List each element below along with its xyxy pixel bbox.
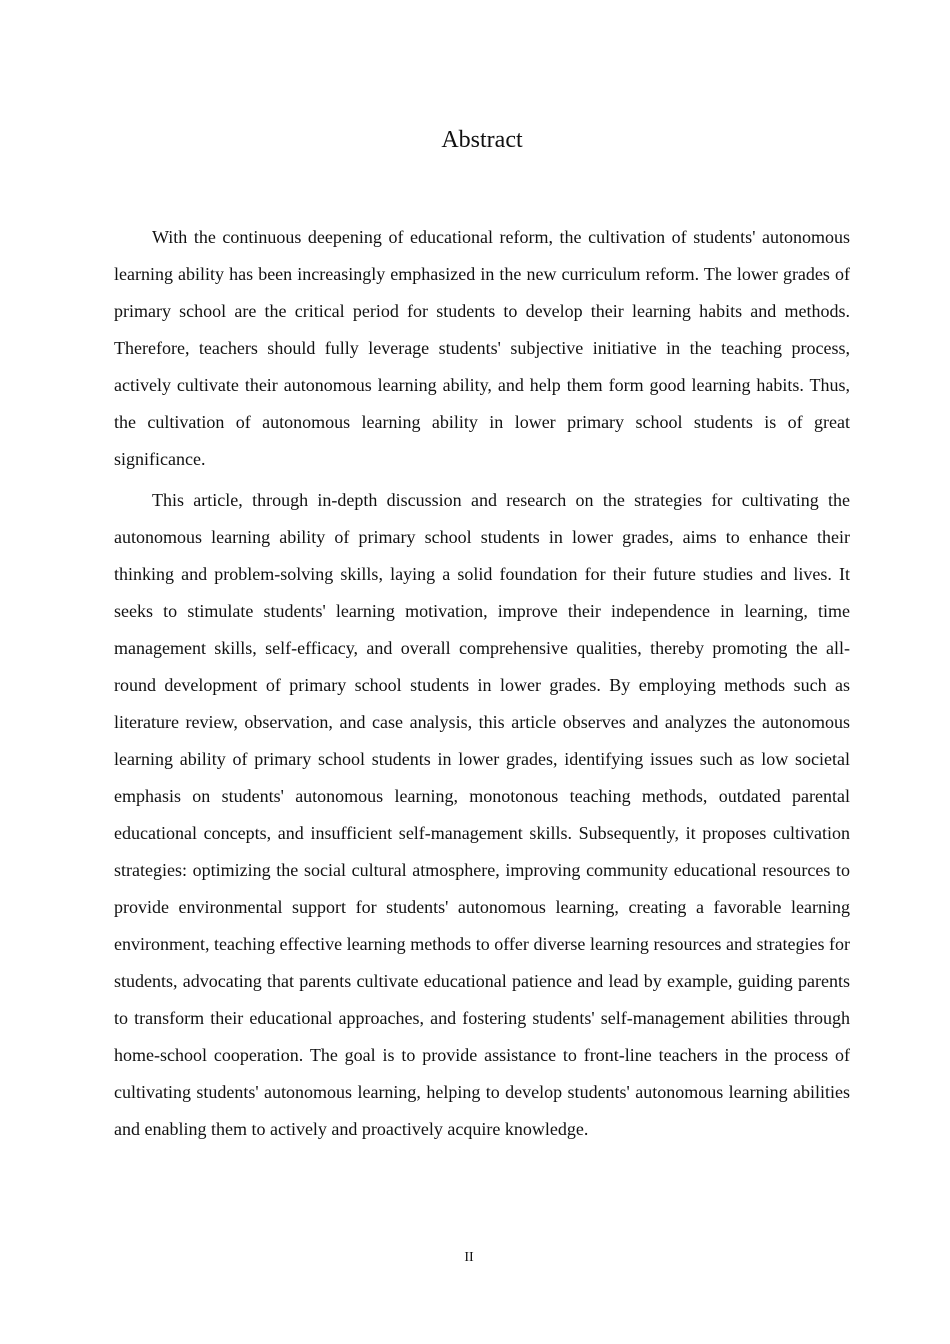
page-number: II: [464, 1250, 474, 1265]
page-title: Abstract: [441, 127, 523, 153]
abstract-paragraph-1: With the continuous deepening of educational reform, the cultivation of students' autonomous learning ability has been increasingly emphasized in the new curriculum reform. The lower grades of primary school are the critical period for students to develop their learning habits and methods. Therefore, teachers should fully leverage students' subjective initiative in the teaching process, actively cultivate their autonomous learning ability, and help them form good learning habits. Thus, the cultivation of autonomous learning ability in lower primary school students is of great significance.: [114, 227, 850, 469]
abstract-body: [114, 219, 850, 1152]
abstract-paragraph-2: This article, through in-depth discussion and research on the strategies for cultivating the autonomous learning ability of primary school students in lower grades, aims to enhance their thinking and problem-solving skills, laying a solid foundation for their future studies and lives. It seeks to stimulate students' learning motivation, improve their independence in learning, time management skills, self-efficacy, and overall comprehensive qualities, thereby promoting the all-round development of primary school students in lower grades. By employing methods such as literature review, observation, and case analysis, this article observes and analyzes the autonomous learning ability of primary school students in lower grades, identifying issues such as low societal emphasis on students' autonomous learning, monotonous teaching methods, outdated parental educational concepts, and insufficient self-management skills. Subsequently, it proposes cultivation strategies: optimizing the social cultural atmosphere, improving community educational resources to provide environmental support for students' autonomous learning, creating a favorable learning environment, teaching effective learning methods to offer diverse learning resources and strategies for students, advocating that parents cultivate educational patience and lead by example, guiding parents to transform their educational approaches, and fostering students' self-management abilities through home-school cooperation. The goal is to provide assistance to front-line teachers in the process of cultivating students' autonomous learning, helping to develop students' autonomous learning abilities and enabling them to actively and proactively acquire knowledge.: [114, 490, 850, 1139]
